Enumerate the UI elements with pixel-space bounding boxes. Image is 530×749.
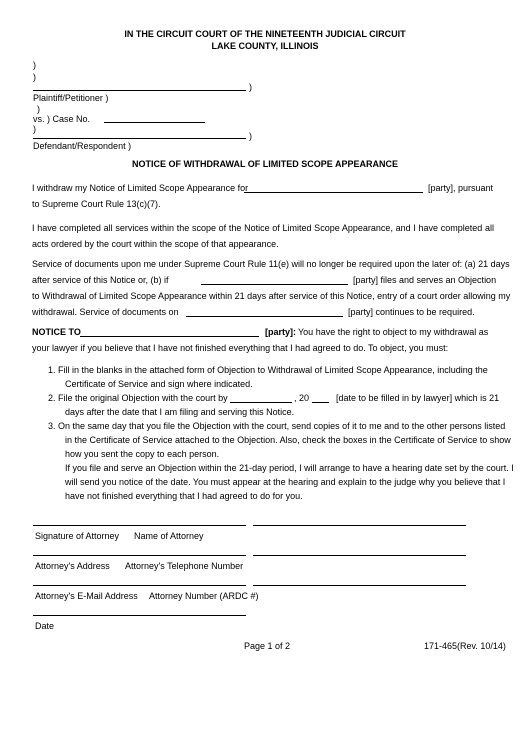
deadline-date-field[interactable]	[230, 402, 292, 403]
case-number-label: vs. ) Case No.	[33, 114, 91, 124]
objecting-party-field[interactable]	[201, 284, 348, 285]
defendant-name-line[interactable]	[33, 138, 246, 139]
caption-paren: )	[33, 72, 36, 82]
court-name: IN THE CIRCUIT COURT OF THE NINETEENTH JUDICIAL CIRCUIT	[124, 29, 406, 39]
notice-to-label: NOTICE TO	[32, 327, 81, 337]
list-item-text: Fill in the blanks in the attached form of Objection to Withdrawal of Limited Scope Appearance, including the	[58, 365, 488, 375]
list-item-text: [date to be filled in by lawyer] which is 21	[336, 393, 500, 403]
attorney-name-label: Name of Attorney	[134, 531, 204, 541]
para3-text-c: [party] files and serves an Objection	[353, 275, 497, 285]
list-item-number: 3.	[48, 421, 56, 431]
address-line-right[interactable]	[253, 555, 466, 556]
date-label: Date	[35, 621, 55, 631]
telephone-label: Attorney's Telephone Number	[125, 561, 244, 571]
page-number: Page 1 of 2	[244, 641, 291, 651]
ardc-label: Attorney Number (ARDC #)	[149, 591, 259, 601]
list-item-number: 2.	[48, 393, 56, 403]
signature-line[interactable]	[33, 525, 246, 526]
caption-paren: )	[33, 60, 36, 70]
list-item-text: Certificate of Service and sign where indicated.	[65, 379, 253, 389]
caption-paren: )	[249, 82, 252, 92]
list-item-text: in the Certificate of Service attached to the Objection. Also, check the boxes in the Certificate of Service to show	[65, 435, 511, 445]
notice-text-a: You have the right to object to my withdrawal as	[298, 327, 489, 337]
list-item-text: how you sent the copy to each person.	[65, 449, 220, 459]
email-line[interactable]	[33, 585, 246, 586]
email-label: Attorney's E-Mail Address	[35, 591, 138, 601]
county-name: LAKE COUNTY, ILLINOIS	[211, 41, 319, 51]
document-title: NOTICE OF WITHDRAWAL OF LIMITED SCOPE APPEARANCE	[131, 159, 398, 169]
para2-text: I have completed all services within the scope of the Notice of Limited Scope Appearance, and I have completed all acts ordered by the court within the scope of that appearance.	[32, 223, 494, 249]
para3-text-a: Service of documents upon me under Supreme Court Rule 11(e) will no longer be required upon the later of: (a) 21 days	[32, 259, 510, 269]
date-line[interactable]	[33, 615, 246, 616]
para1-text-c: to Supreme Court Rule 13(c)(7).	[32, 199, 161, 209]
para3-text-b: after service of this Notice or, (b) if	[32, 275, 169, 285]
address-line[interactable]	[33, 555, 246, 556]
defendant-label: Defendant/Respondent )	[33, 141, 132, 151]
list-item-text: , 20	[294, 393, 310, 403]
party-name-field[interactable]	[244, 192, 423, 193]
para1-text-a: I withdraw my Notice of Limited Scope Appearance for	[32, 183, 249, 193]
list-item-text: If you file and serve an Objection within the 21-day period, I will arrange to have a hearing date set by the court. I	[65, 463, 514, 473]
signature-label: Signature of Attorney	[35, 531, 120, 541]
form-number: 171-465(Rev. 10/14)	[424, 641, 506, 651]
para3-text-d: to Withdrawal of Limited Scope Appearance within 21 days after service of this Notice, entry of a court order allowing my	[32, 291, 511, 301]
plaintiff-label: Plaintiff/Petitioner )	[33, 93, 109, 103]
caption-paren: )	[249, 131, 252, 141]
address-label: Attorney's Address	[35, 561, 110, 571]
caption-paren: )	[33, 124, 36, 134]
para1-text-b: [party], pursuant	[428, 183, 494, 193]
email-line-right[interactable]	[253, 585, 466, 586]
deadline-year-field[interactable]	[312, 402, 329, 403]
notice-text-b: your lawyer if you believe that I have not finished everything that I had agreed to do. To object, you must:	[32, 343, 449, 353]
caption-paren: )	[37, 104, 40, 114]
case-number-field[interactable]	[104, 122, 205, 123]
signature-line-right[interactable]	[253, 525, 466, 526]
notice-party-label: [party]:	[265, 327, 296, 337]
service-party-field[interactable]	[186, 316, 343, 317]
para3-text-f: [party] continues to be required.	[348, 307, 475, 317]
para3-text-e: withdrawal. Service of documents on	[32, 307, 179, 317]
list-item-text: have not finished everything that I had agreed to do for you.	[65, 491, 303, 501]
list-item-number: 1.	[48, 365, 56, 375]
list-item-text: File the original Objection with the court by	[58, 393, 228, 403]
list-item-text: days after the date that I am filing and serving this Notice.	[65, 407, 295, 417]
list-item-text: On the same day that you file the Objection with the court, send copies of it to me and to the other persons listed	[58, 421, 506, 431]
plaintiff-name-line[interactable]	[33, 90, 246, 91]
notice-party-field[interactable]	[80, 336, 259, 337]
list-item-text: will send you notice of the date. You must appear at the hearing and explain to the judge why you believe that I	[65, 477, 506, 487]
